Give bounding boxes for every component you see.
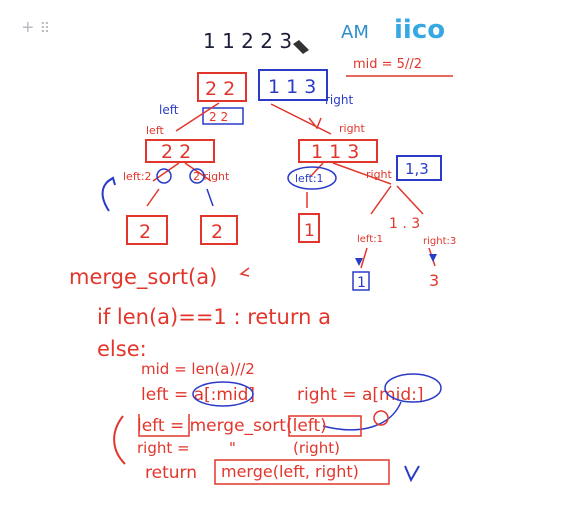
level1-right-box: 1 1 3: [268, 76, 317, 98]
code-line-7a: right =: [137, 439, 190, 457]
block-toolbar: [22, 17, 48, 39]
leaf-right13: right: [366, 168, 392, 181]
final-1: 1: [357, 275, 366, 291]
watermark-am: AM: [341, 22, 369, 43]
code-line-5b: right = a[mid:]: [297, 385, 424, 405]
top-array: 1 1 2 2 3: [203, 29, 293, 53]
whiteboard-drawing: [61, 6, 473, 500]
label-right-1: right: [325, 93, 354, 107]
final-3: 3: [429, 271, 440, 290]
level2-label-right: right: [339, 122, 365, 135]
leaf-box-1: 1: [304, 221, 315, 241]
watermark-logo: iico: [394, 15, 446, 45]
code-line-3: else:: [97, 337, 147, 361]
leaf-box-2a: 2: [139, 221, 152, 243]
leaf-left1: left:1: [295, 172, 324, 185]
leaf-left-label: left:2: [123, 170, 152, 183]
video-frame[interactable]: [61, 6, 473, 500]
code-line-5a: left = a[:mid]: [141, 385, 256, 405]
level1-left-box: 2 2: [205, 78, 236, 100]
leaf-right-label: 2 right: [193, 170, 230, 183]
mid-note: mid = 5//2: [353, 57, 422, 72]
plus-icon[interactable]: +: [22, 17, 34, 39]
split-right3: right:3: [423, 236, 457, 247]
code-line-2: if len(a)==1 : return a: [97, 305, 331, 329]
leaf-box-2b: 2: [211, 221, 224, 243]
result-13: 1,3: [405, 160, 429, 178]
code-line-6: left = merge_sort(left): [137, 416, 327, 436]
code-line-8b: merge(left, right): [221, 462, 359, 481]
split-left1: left:1: [357, 234, 383, 245]
code-line-8a: return: [145, 463, 197, 483]
code-line-1: merge_sort(a): [69, 265, 218, 289]
small-box-22: 2 2: [209, 110, 229, 124]
level2-label-left: left: [146, 124, 164, 137]
level2-left-box: 2 2: [161, 141, 192, 163]
level2-right-box: 1 1 3: [311, 141, 360, 163]
code-line-7c: (right): [293, 439, 340, 457]
label-left-1: left: [159, 103, 179, 117]
code-line-4: mid = len(a)//2: [141, 360, 255, 378]
code-line-7b: ": [229, 439, 236, 457]
split-pair: 1 . 3: [389, 216, 421, 232]
pen-cursor-icon: [293, 40, 309, 54]
drag-handle-icon[interactable]: ⠿: [39, 20, 48, 36]
